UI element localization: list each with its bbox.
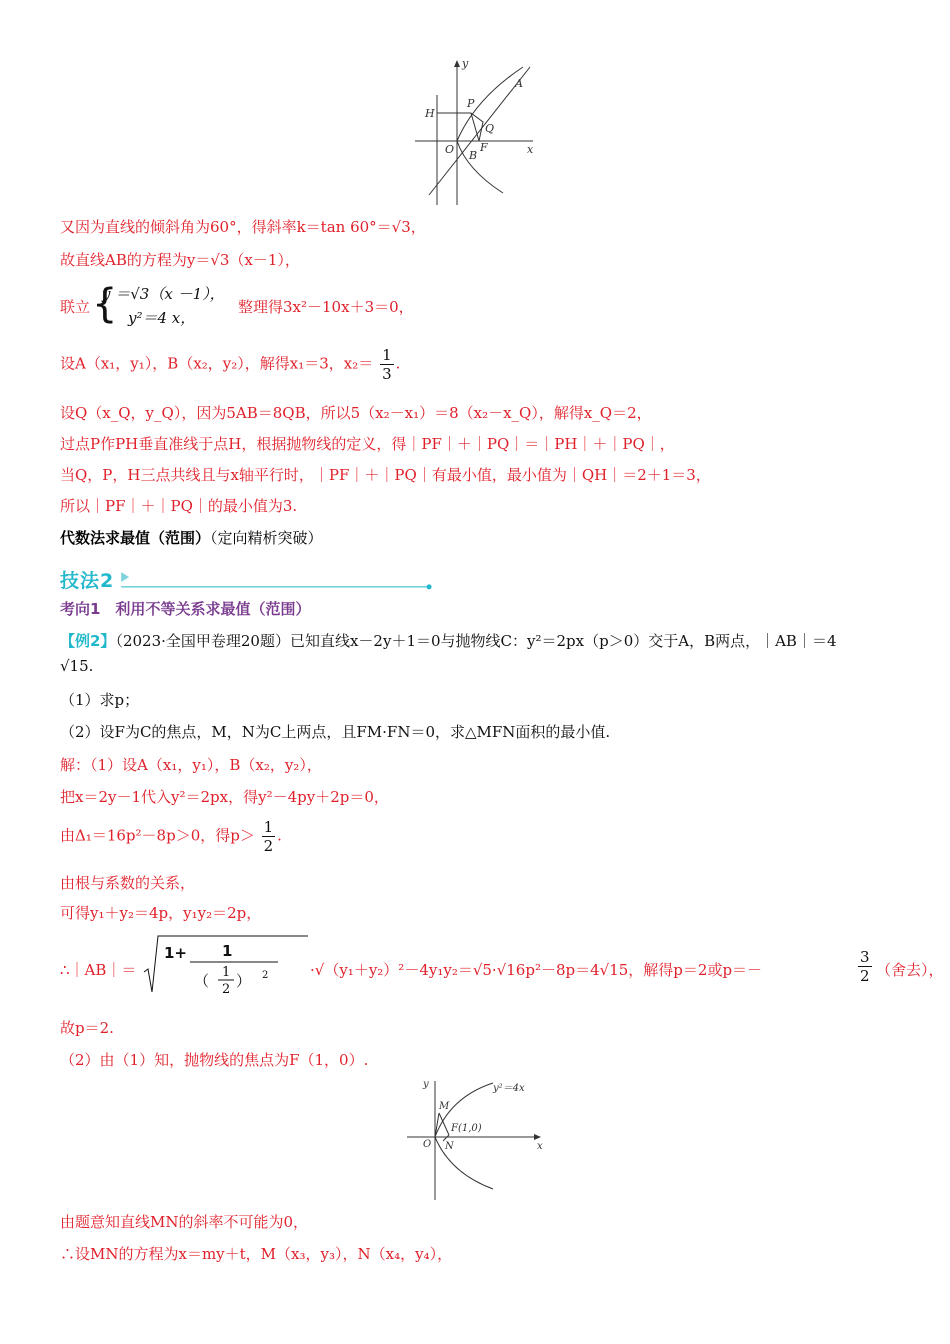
solution-5: 可得y₁＋y₂＝4p，y₁y₂＝2p， xyxy=(60,904,262,922)
example-line xyxy=(60,631,837,651)
system-brace: { xyxy=(92,281,118,327)
solution-3-den: 2 xyxy=(263,837,274,855)
example-line-2: √15. xyxy=(60,657,94,675)
svg-text:2: 2 xyxy=(262,970,269,981)
solution-3 xyxy=(60,818,282,858)
solution-3-text: 由Δ₁＝16p²－8p＞0，得p＞ xyxy=(60,826,255,845)
roots-fraction xyxy=(380,346,394,383)
fig2-label-curve: y²＝4x xyxy=(493,1083,525,1094)
example-label: 【例2】 xyxy=(60,632,116,650)
line-roots xyxy=(60,346,400,386)
system-prefix: 联立 xyxy=(60,298,91,316)
fig1-label-B: B xyxy=(469,149,478,162)
solution-9: 由题意知直线MN的斜率不可能为0， xyxy=(60,1213,309,1231)
solution-1: 解：（1）设A（x₁，y₁），B（x₂，y₂）， xyxy=(60,756,322,774)
section-note: （定向精析突破） xyxy=(210,529,323,547)
svg-text:2: 2 xyxy=(222,982,231,997)
fig2-label-x: x xyxy=(537,1141,543,1152)
figure-parabola-2 xyxy=(405,1075,550,1205)
radical-sign xyxy=(142,932,312,998)
svg-text:1+: 1+ xyxy=(164,944,188,962)
solution-3-end: . xyxy=(277,826,282,845)
system-result: 整理得3x²－10x＋3＝0， xyxy=(238,298,414,316)
roots-num: 1 xyxy=(382,346,392,364)
svg-text:）: ） xyxy=(236,972,252,990)
solution-6-den: 2 xyxy=(860,967,870,985)
solution-8: （2）由（1）知，抛物线的焦点为F（1，0）. xyxy=(60,1051,369,1069)
svg-text:1: 1 xyxy=(222,965,231,980)
svg-text:（: （ xyxy=(194,972,210,990)
system-eq2: y²＝4 x， xyxy=(128,309,196,327)
solution-6-end: （舍去）， xyxy=(876,961,944,979)
solution-7: 故p＝2. xyxy=(60,1019,114,1037)
question-2: （2）设F为C的焦点，M，N为C上两点，且FM·FN＝0，求△MFN面积的最小值. xyxy=(60,723,611,741)
fig1-label-Q: Q xyxy=(485,122,495,135)
svg-text:1: 1 xyxy=(222,942,233,960)
fig1-label-x: x xyxy=(527,143,534,156)
line-slope: 又因为直线的倾斜角为60°，得斜率k＝tan 60°＝√3， xyxy=(60,218,426,236)
fig1-label-F: F xyxy=(480,141,488,154)
system-eq1: y ＝√3（x －1）， xyxy=(102,285,225,303)
solution-6-prefix: ∴｜AB｜＝ xyxy=(60,961,137,979)
fig1-label-O: O xyxy=(445,143,455,156)
solution-6-num: 3 xyxy=(860,948,870,966)
line-min-value: 所以｜PF｜＋｜PQ｜的最小值为3. xyxy=(60,497,298,515)
fig2-label-y: y xyxy=(423,1079,429,1090)
solution-10: ∴设MN的方程为x＝my＋t，M（x₃，y₃），N（x₄，y₄）， xyxy=(60,1245,453,1263)
example-text: （2023·全国甲卷理20题）已知直线x－2y＋1＝0与抛物线C：y²＝2px（p＞0）交于A，B两点，｜AB｜＝4 xyxy=(115,632,837,650)
fig2-label-N: N xyxy=(445,1141,454,1152)
roots-end: . xyxy=(395,354,401,373)
section-title: 代数法求最值（范围） xyxy=(60,529,211,547)
section-heading xyxy=(60,528,323,548)
solution-6-rest: ·√（y₁＋y₂）²－4y₁y₂＝√5·√16p²－8p＝4√15，解得p＝2或p＝－ xyxy=(310,961,763,979)
technique-underline xyxy=(60,566,435,590)
fig1-label-A: A xyxy=(515,77,523,90)
direction-heading: 考向1 利用不等关系求最值（范围） xyxy=(60,600,311,618)
question-1: （1）求p； xyxy=(60,691,140,709)
figure-parabola-1 xyxy=(405,55,555,210)
fig2-label-M: M xyxy=(439,1101,450,1112)
solution-3-fraction xyxy=(262,818,276,855)
line-xq: 设Q（x_Q，y_Q），因为5AB＝8QB，所以5（x₂－x₁）＝8（x₂－x_Q），解得x_Q＝2， xyxy=(60,404,652,422)
line-collinear: 当Q，P，H三点共线且与x轴平行时，｜PF｜＋｜PQ｜有最小值，最小值为｜QH｜＝2＋1＝3， xyxy=(60,466,711,484)
solution-6-fraction xyxy=(858,948,872,985)
solution-4: 由根与系数的关系， xyxy=(60,874,196,892)
fig1-label-y: y xyxy=(462,57,469,70)
solution-3-num: 1 xyxy=(263,818,274,836)
line-ab-equation: 故直线AB的方程为y＝√3（x－1）， xyxy=(60,251,300,269)
technique-badge: 技法2 xyxy=(60,570,115,592)
roots-text: 设A（x₁，y₁），B（x₂，y₂），解得x₁＝3，x₂＝ xyxy=(60,354,374,373)
roots-den: 3 xyxy=(382,365,392,383)
solution-2: 把x＝2y－1代入y²＝2px，得y²－4py＋2p＝0， xyxy=(60,788,389,806)
fig2-label-F: F(1,0) xyxy=(451,1123,482,1134)
fig2-label-O: O xyxy=(423,1139,432,1150)
fig1-label-P: P xyxy=(467,97,475,110)
line-definition: 过点P作PH垂直准线于点H，根据抛物线的定义，得｜PF｜＋｜PQ｜＝｜PH｜＋｜PQ｜， xyxy=(60,435,675,453)
fig1-label-H: H xyxy=(425,107,435,120)
